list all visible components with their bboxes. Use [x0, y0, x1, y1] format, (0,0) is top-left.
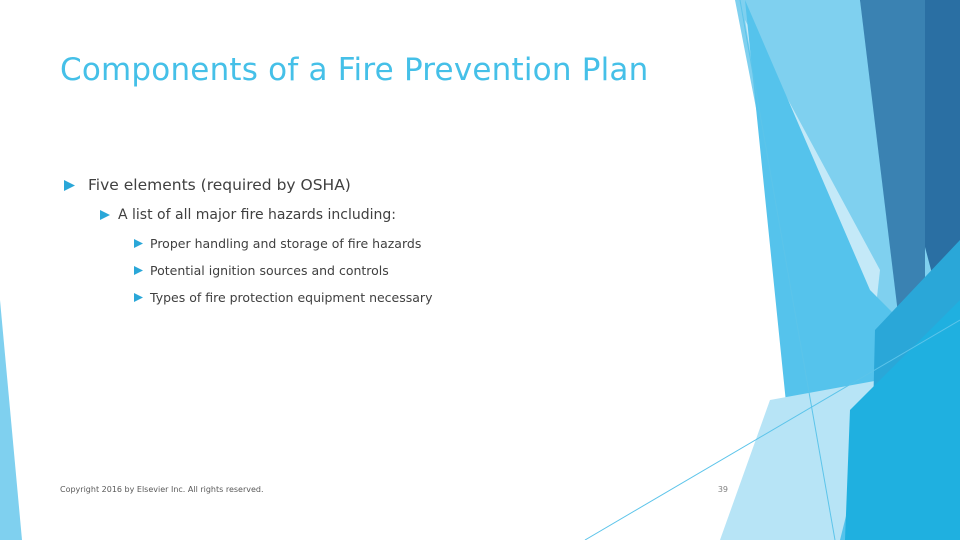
bullet-level3-text: Proper handling and storage of fire hazards	[150, 236, 422, 251]
bullet-level1	[64, 176, 351, 194]
bullet-level2	[100, 207, 396, 223]
bullet-arrow-icon	[134, 293, 150, 302]
bullet-level3-item	[134, 263, 389, 278]
bullet-arrow-icon	[100, 210, 118, 220]
bullet-level3-item	[134, 290, 432, 305]
bullet-arrow-icon	[64, 180, 88, 191]
bullet-level1-text: Five elements (required by OSHA)	[88, 176, 351, 194]
footer-copyright: Copyright 2016 by Elsevier Inc. All rights reserved.	[60, 485, 264, 494]
bullet-level3-text: Potential ignition sources and controls	[150, 263, 389, 278]
bullet-arrow-icon	[134, 266, 150, 275]
bullet-level3-item	[134, 236, 421, 251]
bullet-arrow-icon	[134, 239, 150, 248]
slide-title: Components of a Fire Prevention Plan	[60, 52, 649, 88]
page-number: 39	[717, 485, 728, 494]
left-edge-shape	[0, 300, 22, 540]
bullet-level3-text: Types of fire protection equipment necessary	[150, 290, 433, 305]
bullet-level2-text: A list of all major fire hazards including:	[118, 207, 396, 223]
